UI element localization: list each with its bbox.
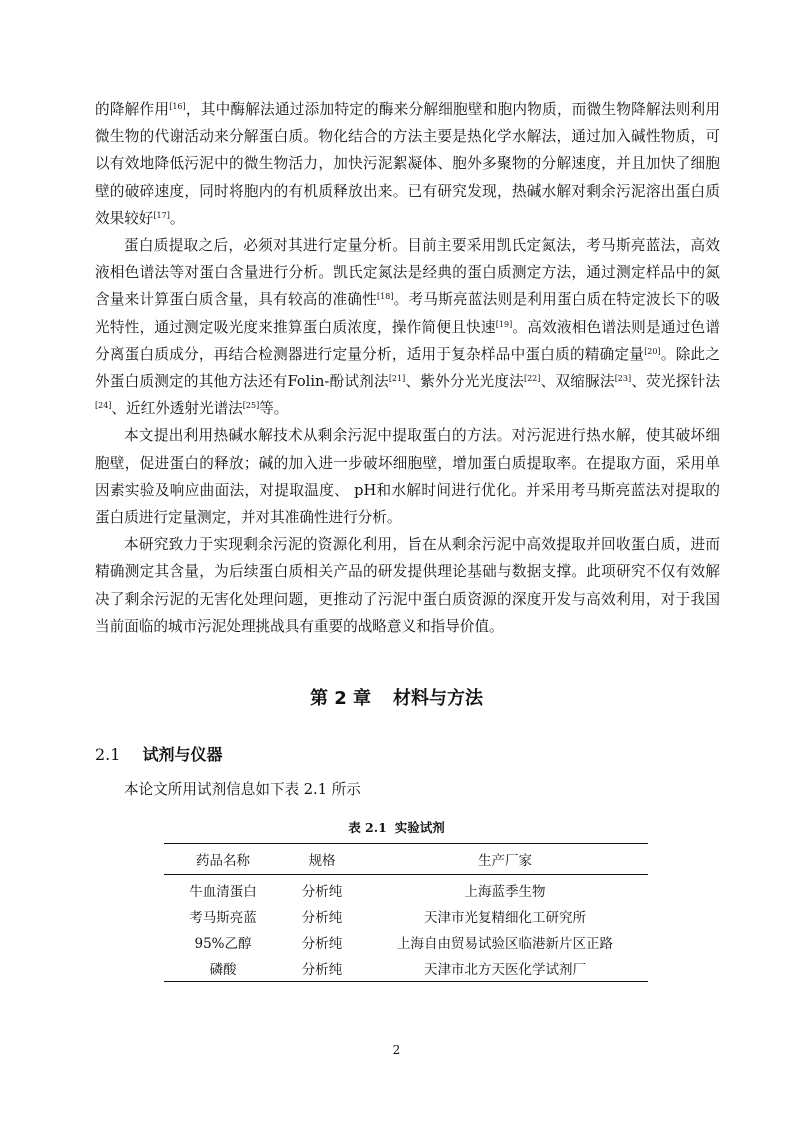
paragraph-text: 、荧光探针法	[631, 373, 720, 391]
citation-superscript: [25]	[242, 401, 260, 411]
section-heading	[95, 742, 222, 765]
header-manufacturer: 生产厂家	[362, 844, 648, 875]
body-paragraph	[95, 531, 720, 640]
cell-drug-name: 95%乙醇	[194, 936, 252, 952]
cell-drug-name: 牛血清蛋白	[189, 884, 257, 900]
paragraph-text: 本研究致力于实现剩余污泥的资源化利用，旨在从剩余污泥中高效提取并回收蛋白质，进而精确测定其含量，为后续蛋白质相关产品的研发提供理论基础与数据支撑。此项研究不仅有效解决了剩余污泥的无害化处理问题，更推动了污泥中蛋白质资源的深度开发与高效利用，对于我国当前面临的城市污泥处理挑战具有重要的战略意义和指导价值。	[95, 536, 720, 635]
table-row	[164, 929, 648, 955]
chapter-title: 材料与方法	[393, 688, 484, 709]
paragraph-text: 、近红外透射光谱法	[111, 400, 243, 418]
paragraph-text: 。考马斯亮蓝法则是利用蛋白质在特定波长下的吸光特性，通过测定吸光度来推算蛋白质浓度，操作简便且快速	[95, 291, 720, 336]
table-caption-title: 实验试剂	[394, 820, 445, 835]
cell-spec: 分析纯	[301, 884, 343, 900]
paragraph-text: 。除此之外蛋白质测定的其他方法还有Folin-酚试剂法	[95, 345, 720, 391]
paragraph-text: ，其中酶解法通过添加特定的酶来分解细胞壁和胞内物质，而微生物降解法则利用微生物的代谢活动来分解蛋白质。物化结合的方法主要是热化学水解法，通过加入碱性物质，可以有效地降低污泥中的微生物活力，加快污泥絮凝体、胞外多聚物的分解速度，并且加快了细胞壁的破碎速度，同时将胞内的有机质释放出来。已有研究发现，热碱水解对剩余污泥溶出蛋白质效果较好	[95, 101, 720, 227]
paragraph-text: 。高效液相色谱法则是通过色谱分离蛋白质成分，再结合检测器进行定量分析，适用于复杂样品中蛋白质的精确定量	[95, 318, 720, 363]
paragraph-text: 本文提出利用热碱水解技术从剩余污泥中提取蛋白的方法。对污泥进行热水解，使其破坏细胞壁，促进蛋白的释放；碱的加入进一步破坏细胞壁，增加蛋白质提取率。在提取方面，采用单因素实验及响应曲面法，对提取温度、 pH和水解时间进行优化。并采用考马斯亮蓝法对提取的蛋白质进行定量测定，并对其准确性进行分析。	[95, 427, 720, 527]
header-drug-name: 药品名称	[164, 844, 282, 875]
table-caption-number: 表 2.1	[348, 820, 387, 835]
table-caption	[0, 818, 793, 836]
cell-drug-name: 磷酸	[209, 962, 237, 978]
citation-superscript: [17]	[153, 210, 170, 220]
body-paragraph	[95, 422, 720, 531]
table-row	[164, 955, 648, 982]
section-number: 2.1	[95, 745, 121, 764]
cell-manufacturer: 上海蓝季生物	[464, 884, 546, 900]
body-text	[95, 96, 720, 640]
table-header-row	[164, 844, 648, 875]
citation-superscript: [16]	[169, 102, 186, 111]
citation-superscript: [19]	[495, 319, 513, 329]
paragraph-text: 。	[169, 209, 185, 227]
chapter-number: 第 2 章	[309, 688, 372, 709]
cell-manufacturer: 上海自由贸易试验区临港新片区正路	[397, 936, 613, 952]
cell-manufacturer: 天津市北方天医化学试剂厂	[424, 962, 586, 978]
paragraph-text: 、紫外分光光度法	[405, 373, 524, 391]
paragraph-text: 蛋白质提取之后，必须对其进行定量分析。目前主要采用凯氏定氮法，考马斯亮蓝法，高效液相色谱法等对蛋白含量进行分析。凯氏定氮法是经典的蛋白质测定方法，通过测定样品中的氮含量来计算蛋白质含量，具有较高的准确性	[95, 237, 720, 309]
cell-drug-name: 考马斯亮蓝	[189, 910, 257, 926]
header-spec: 规格	[282, 844, 362, 875]
section-title: 试剂与仪器	[142, 745, 223, 764]
cell-spec: 分析纯	[301, 910, 343, 926]
citation-superscript: [23]	[614, 374, 632, 384]
cell-spec: 分析纯	[301, 962, 343, 978]
citation-superscript: [20]	[644, 346, 661, 356]
chapter-heading	[0, 684, 793, 710]
cell-manufacturer: 天津市光复精细化工研究所	[424, 910, 586, 926]
table-row	[164, 903, 648, 929]
citation-superscript: [22]	[523, 374, 541, 384]
table-intro-text: 本论文所用试剂信息如下表 2.1 所示	[124, 781, 361, 798]
citation-superscript: [21]	[388, 374, 406, 384]
body-paragraph	[95, 232, 720, 422]
page-number: 2	[392, 1043, 401, 1057]
citation-superscript: [24]	[95, 401, 112, 411]
cell-spec: 分析纯	[301, 936, 343, 952]
paragraph-text: 的降解作用	[95, 101, 170, 118]
paragraph-text: 、双缩脲法	[540, 373, 615, 391]
paragraph-text: 等。	[259, 400, 289, 418]
table-row	[164, 875, 648, 904]
citation-superscript: [18]	[377, 292, 394, 302]
body-paragraph	[95, 96, 720, 232]
reagents-table	[164, 843, 648, 982]
